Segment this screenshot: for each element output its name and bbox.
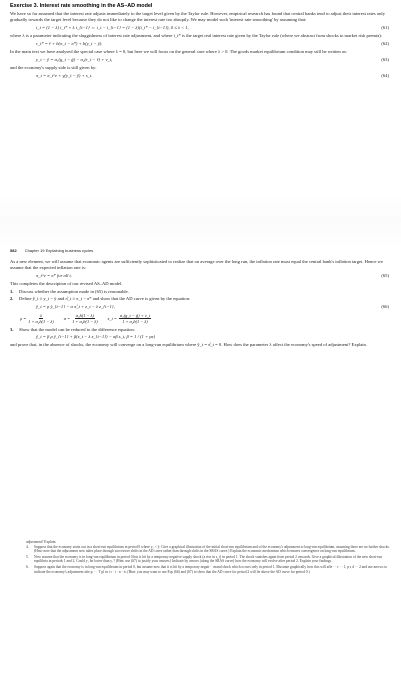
question-text: Show that the model can be reduced to the difference equation: (19, 326, 135, 332)
question-text: Now assume that the economy is in long-run equilibrium in period 0 but is hit by a temporary negative supply shock (a rise in s_t) in period 1. The shock vanishes again from period 2 onwards. Give a graphical illustration of the new short-run equilibria in periods 1 and 2. Could y₂ be lower than y₁? (Hint: use (67) to justify your answer.) Indicate by arrows (along the SRAS curve) how the economy will evolve after period 2. Explain your findings. (34, 554, 383, 564)
fraction (119, 313, 151, 324)
equation-number: (62) (381, 40, 389, 46)
rho-definition (20, 313, 54, 324)
paragraph: In the main text we have analysed the special case where λ = 0, but here we will focus on the general case where λ > 0. The goods market equilibrium condition may still be written as: (10, 48, 347, 54)
question-number: 2. (10, 295, 14, 301)
equation-text: y_t − ȳ = α₁(g_t − ḡ) − α₂(r_t − r̄) + v_t, (36, 56, 113, 62)
question-number: 4. (26, 544, 29, 549)
equation-66 (10, 304, 391, 310)
equation-text: ŷ_t = β ρ ŷ_{t−1} + β(z_t − λ z_{t−1}) − αβ s_t, β = 1 / (1 + γα) (36, 334, 155, 340)
question-text: Suppose again that the economy is in long-run equilibrium in period 0, but assume now that it is hit by a temporary negati· · mand shock which occurs only in period 1. Illustrate graphically how this will affe · · r · · 1, p s d · · 2 and use arrows to indicate the economy's adjustment afte p. · · T pl in t r · i · n · it. (Hint: you may want to use Eqs (66) and (67) to show that the AD curve for period 2 will lie above the AD curve for period 0.) (34, 564, 388, 574)
textbook-page (0, 248, 401, 540)
parameter-definitions (10, 313, 391, 324)
question-number: 1. (10, 288, 14, 294)
question-text: Define ŷ_t ≡ y_t − ȳ and π̂_t ≡ π_t − π* and show that the AD curve is given by the equation: (19, 295, 191, 301)
question-item (10, 296, 391, 302)
equation-number: (64) (381, 72, 389, 78)
numerator: α₁(g_t − ḡ) + v_t (119, 312, 151, 318)
denominator: 1 + α₂b(1 − λ) (122, 318, 148, 324)
equation-number: (66) (381, 303, 389, 309)
chapter-title: Chapter 19 Explaining business cycles (24, 248, 94, 253)
question-text: Suppose that the economy starts out in a short-run equilibrium in period 0 where y₀ < ȳ. Give a graphical illustration of the initial short-run equilibrium and of the economy's adjustment to long-run equilibrium, assuming there are no further shocks. (Hint: note that the adjustment now takes place through successive shifts in the AD curve rather than through shifts in the SRAS curve.) Explain the economic mechanism which ensures convergence on long-run equilibrium. (34, 544, 390, 554)
paragraph: As a new element, we will assume that economic agents are sufficiently sophisticated to realize that on average over the long run, the inflation rate must equal the central bank's inflation target. Hence we assume that the expected inflation rate is: (10, 259, 383, 270)
equation-number: (61) (381, 24, 389, 30)
question-number: 3. (10, 326, 14, 332)
question-item (10, 327, 391, 333)
page-header (10, 248, 391, 253)
question-text: Discuss whether the assumption made in (65) is reasonable. (19, 288, 129, 294)
fraction (72, 313, 98, 324)
question-item (26, 545, 391, 554)
paragraph: and the economy's supply side is still given by: (10, 64, 97, 70)
equation-text: i_t = (1 − λ) i_t* + λ i_{t−1} ⇔ i_t − i_{t−1} = (1 − λ)(i_t* − i_{t−1}), 0 ≤ λ < 1, (36, 24, 189, 30)
numerator: λ (40, 312, 42, 318)
exercise-title: Exercise 3. Interest rate smoothing in the AS–AD model (10, 3, 153, 9)
question-item (10, 289, 391, 295)
question-number: 6. (26, 564, 29, 569)
question-item (26, 565, 391, 574)
equation-text: r_t* = r̄ + h(π_t − π*) + b(y_t − ȳ). (36, 40, 103, 46)
paragraph: This completes the description of our revised AS–AD model. (10, 280, 123, 286)
page-gap (0, 193, 401, 248)
question-item (26, 555, 391, 564)
exercise-top-excerpt (0, 0, 401, 193)
equation-number: (63) (381, 56, 389, 62)
paragraph: adjustment? Explain. (26, 540, 57, 544)
numerator: α₂h(1 − λ) (75, 312, 94, 318)
equation-64 (10, 73, 391, 79)
equation-text: ŷ_t = ρ ŷ_{t−1} − α π̂_t + z_t − λ z_{t−1}, (36, 303, 115, 309)
z-definition (108, 313, 151, 324)
definition-label: ρ = (20, 315, 27, 321)
equation-text: π_t = π_t^e + γ(y_t − ȳ) + s_t. (36, 72, 93, 78)
paragraph: We have so far assumed that the interest rate adjusts immediately to the target level given by the Taylor rule. However, empirical research has found that central banks tend to adjust their interest rates only gradually towards the target level because they do not like to change the interest rate too abruptly. We may model such 'interest rate smoothing' by assuming that: (10, 11, 386, 22)
page-number: 582 (10, 248, 17, 253)
question-list (26, 545, 391, 575)
denominator: 1 + α₂h(1 − λ) (28, 318, 54, 324)
equation-65 (10, 273, 391, 279)
equation-63 (10, 57, 391, 63)
equation-67 (10, 334, 391, 340)
continued-page-excerpt (0, 540, 401, 700)
definition-label: α = (63, 315, 71, 321)
equation-62 (10, 41, 391, 47)
alpha-definition (64, 313, 98, 324)
equation-text: π_t^e = π* for all t. (36, 272, 72, 278)
equation-number: (65) (381, 272, 389, 278)
paragraph: where λ is a parameter indicating the sluggishness of interest rate adjustment, and where i_t* is the target real interest rate given by the Taylor rule (where we abstract from shocks to market risk premia): (10, 32, 383, 38)
denominator: 1 + α₂b(1 − λ) (72, 318, 98, 324)
question-list (10, 327, 391, 333)
paragraph: and prove that, in the absence of shocks, the economy will converge on a long-run equilibrium where ŷ_t = π̂_t = 0. How does the parameter λ affect the economy's speed of adjustment? Explain. (10, 342, 367, 348)
equation-61 (10, 25, 391, 31)
question-list (10, 289, 391, 302)
question-number: 5. (26, 554, 29, 559)
definition-label: z_t = (107, 315, 117, 321)
fraction (28, 313, 54, 324)
